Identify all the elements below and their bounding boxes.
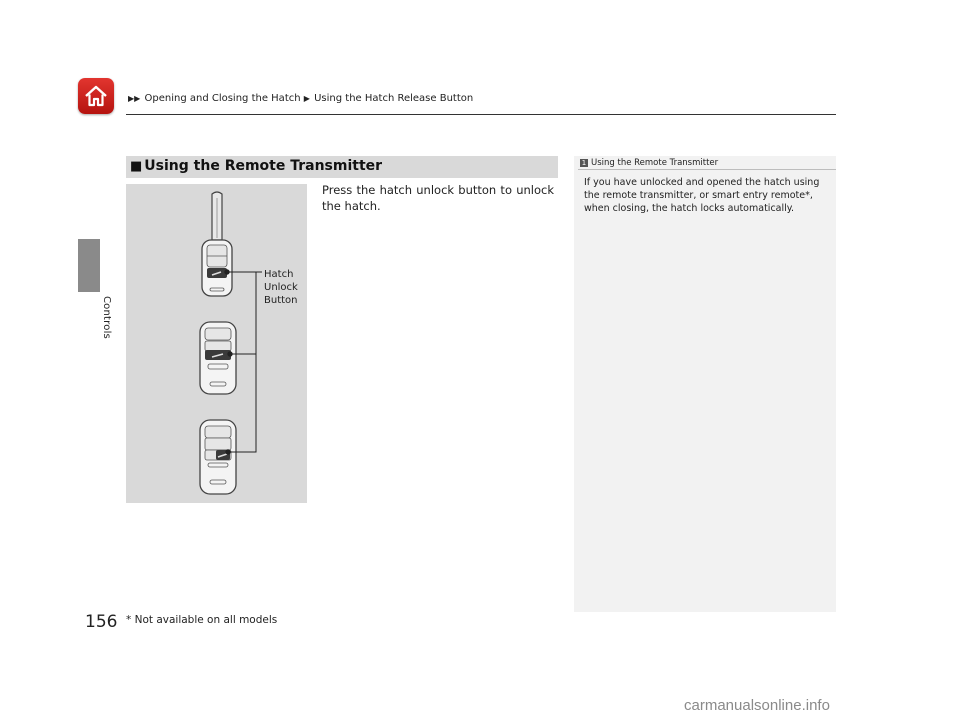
footnote: * Not available on all models	[126, 614, 278, 626]
hatch-unlock-button-label: Hatch Unlock Button	[264, 269, 298, 306]
key-fob-drawing	[126, 184, 307, 503]
note-title: 1 Using the Remote Transmitter	[581, 158, 719, 168]
page-number: 156	[85, 612, 118, 632]
key-fob-with-blade-icon	[202, 192, 232, 296]
note-marker-icon: 1	[581, 159, 587, 167]
chapter-tab-label: Controls	[101, 296, 112, 339]
breadcrumb	[128, 93, 473, 104]
watermark: carmanualsonline.info	[684, 697, 830, 714]
breadcrumb-arrow-icon: ▶▶	[128, 94, 141, 103]
breadcrumb-arrow-icon: ▶	[303, 94, 310, 103]
header-divider	[126, 114, 836, 115]
home-icon	[83, 83, 109, 109]
square-bullet-icon: ■	[130, 159, 143, 174]
home-button[interactable]	[78, 78, 114, 114]
smart-entry-remote-icon	[200, 322, 236, 394]
note-divider	[578, 169, 836, 170]
section-body-text: Press the hatch unlock button to unlock the hatch.	[322, 183, 554, 213]
breadcrumb-item[interactable]: Opening and Closing the Hatch	[144, 93, 301, 104]
section-title: ■ Using the Remote Transmitter	[130, 158, 383, 174]
note-panel	[574, 156, 836, 612]
note-text: If you have unlocked and opened the hatch using the remote transmitter, or smart entry remote*, when closing, the hatch locks automatically.	[584, 177, 820, 214]
breadcrumb-item[interactable]: Using the Hatch Release Button	[314, 93, 474, 104]
chapter-tab[interactable]	[78, 239, 100, 292]
remote-transmitter-illustration	[126, 184, 307, 503]
four-button-remote-icon	[200, 420, 236, 494]
